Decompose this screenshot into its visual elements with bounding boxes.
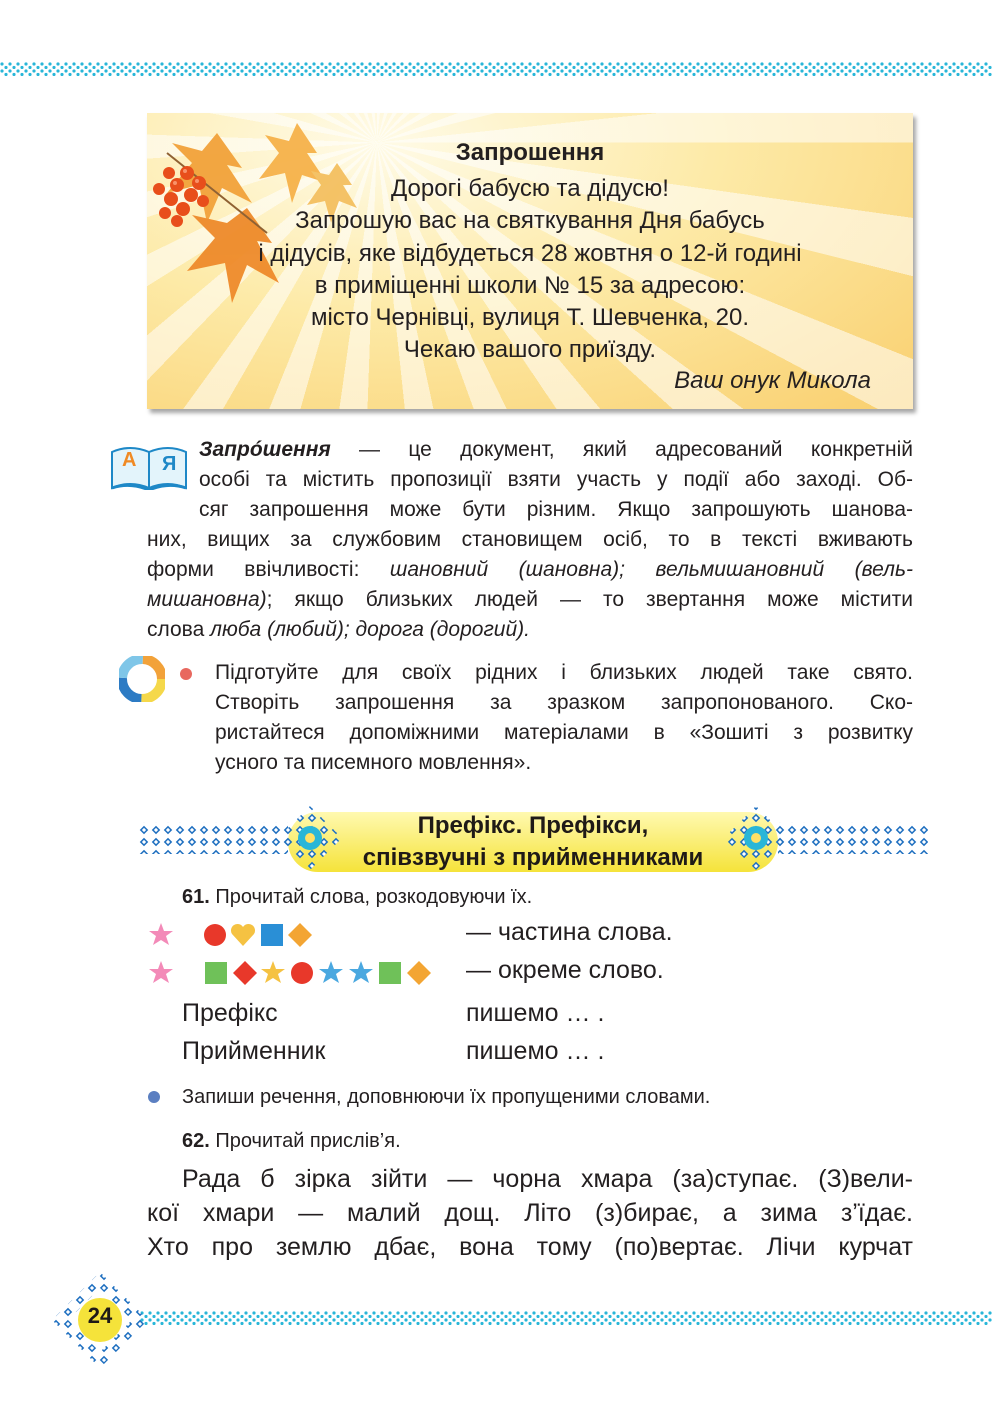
moon-yellow-icon — [179, 961, 191, 985]
exercise-61-task: Запиши речення, доповнюючи їх пропущеними словами. — [182, 1086, 711, 1108]
diamond-orange-icon — [407, 961, 431, 985]
proverb-line: Рада б зірка зійти — чорна хмара (за)ступає. (З)вели- — [182, 1165, 913, 1193]
code-symbols-row-1 — [147, 920, 377, 950]
fill-blank-preposition: пишемо … . — [466, 1037, 605, 1065]
exercise-number: 62. — [182, 1130, 210, 1152]
proverb-line: кої хмари — малий дощ. Літо (з)бирає, а зима з’їдає. — [147, 1199, 913, 1227]
svg-text:А: А — [122, 449, 137, 471]
task-line: Підготуйте для своїх рідних і близьких людей таке свято. — [215, 661, 913, 684]
code-meaning-1: — частина слова. — [466, 918, 673, 946]
invitation-line: Чекаю вашого приїзду. — [403, 336, 657, 363]
definition-example: люба (любий); дорога (дорогий). — [210, 618, 530, 641]
task-text — [215, 658, 913, 778]
ball-red-icon — [204, 924, 226, 946]
svg-text:Я: Я — [162, 453, 177, 475]
star-pink-icon — [149, 923, 173, 945]
task-line: Створіть запрошення за зразком запропонованого. Ско- — [215, 691, 913, 714]
definition-line: — це документ, який адресований конкретній — [330, 438, 913, 461]
definition-line: них, вищих за службовим становищем осіб, то в тексті вживають — [147, 528, 913, 551]
moon-yellow-icon — [179, 923, 191, 947]
invitation-line: Дорогі бабусю та дідусю! — [391, 175, 669, 202]
diamond-orange-icon — [288, 923, 312, 947]
exercise-instruction: Прочитай слова, розкодовуючи їх. — [209, 886, 533, 908]
color-wheel-icon — [119, 656, 165, 702]
invitation-signature: Ваш онук Микола — [674, 367, 871, 394]
exercise-number: 61. — [182, 886, 210, 908]
page-number: 24 — [87, 1303, 113, 1328]
invitation-title: Запрошення — [455, 139, 605, 166]
proverb-line: Хто про землю дбає, вона тому (по)вертає. Лічи курчат — [147, 1233, 913, 1261]
code-symbols-row-2 — [147, 958, 467, 988]
definition-example: мишановна) — [147, 588, 267, 611]
definition-text — [147, 435, 913, 645]
diamond-red-icon — [233, 961, 257, 985]
definition-line: слова — [147, 618, 211, 641]
definition-line: сяг запрошення може бути різним. Якщо запрошують шанова- — [199, 498, 913, 521]
exercise-62-instruction — [182, 1130, 401, 1153]
ornament-border-bottom — [140, 1311, 992, 1325]
term-preposition: Прийменник — [182, 1037, 326, 1065]
invitation-card — [147, 113, 913, 409]
definition-term: Запрóшення — [199, 438, 331, 461]
fill-blank-prefix: пишемо … . — [466, 999, 605, 1027]
square-green-icon — [379, 962, 401, 984]
definition-line: форми ввічливості: — [147, 558, 390, 581]
bullet-red — [180, 668, 192, 680]
section-heading-banner — [138, 800, 928, 880]
star-blue-icon — [319, 961, 343, 983]
star-pink-icon — [149, 961, 173, 983]
definition-line: особі та містить пропозиції взяти участь у події або заході. Об- — [199, 468, 913, 491]
definition-line: ; якщо близьких людей — то звертання може містити — [266, 588, 913, 611]
section-heading-line2: співзвучні з прийменниками — [362, 844, 704, 871]
task-line: усного та писемного мовлення». — [215, 751, 532, 774]
invitation-line: Запрошую вас на святкування Дня бабусь — [295, 207, 765, 234]
moon-blue-icon — [320, 923, 332, 947]
ornament-border-top — [0, 62, 992, 76]
definition-example: шановний (шановна); вельмишановний (вель- — [389, 558, 913, 581]
square-green-icon — [205, 962, 227, 984]
exercise-instruction: Прочитай прислів’я. — [209, 1130, 401, 1152]
bullet-blue — [148, 1091, 160, 1103]
ball-red-icon — [291, 962, 313, 984]
square-blue-icon — [261, 924, 283, 946]
heart-yellow-icon — [231, 924, 255, 946]
invitation-line: місто Чернівці, вулиця Т. Шевченка, 20. — [310, 304, 750, 331]
invitation-line: і дідусів, яке відбудеться 28 жовтня о 12-й годині — [258, 240, 802, 267]
invitation-line: в приміщенні школи № 15 за адресою: — [314, 272, 746, 299]
section-heading-line1: Префікс. Префікси, — [417, 812, 649, 839]
exercise-61-instruction — [182, 886, 532, 909]
code-meaning-2: — окреме слово. — [466, 956, 664, 984]
proverbs-text — [147, 1162, 913, 1264]
term-prefix: Префікс — [182, 999, 278, 1027]
star-blue-icon — [349, 961, 373, 983]
star-yellow-icon — [261, 961, 285, 983]
task-line: ристайтеся допоміжними матеріалами в «Зошиті з розвитку — [215, 721, 913, 744]
